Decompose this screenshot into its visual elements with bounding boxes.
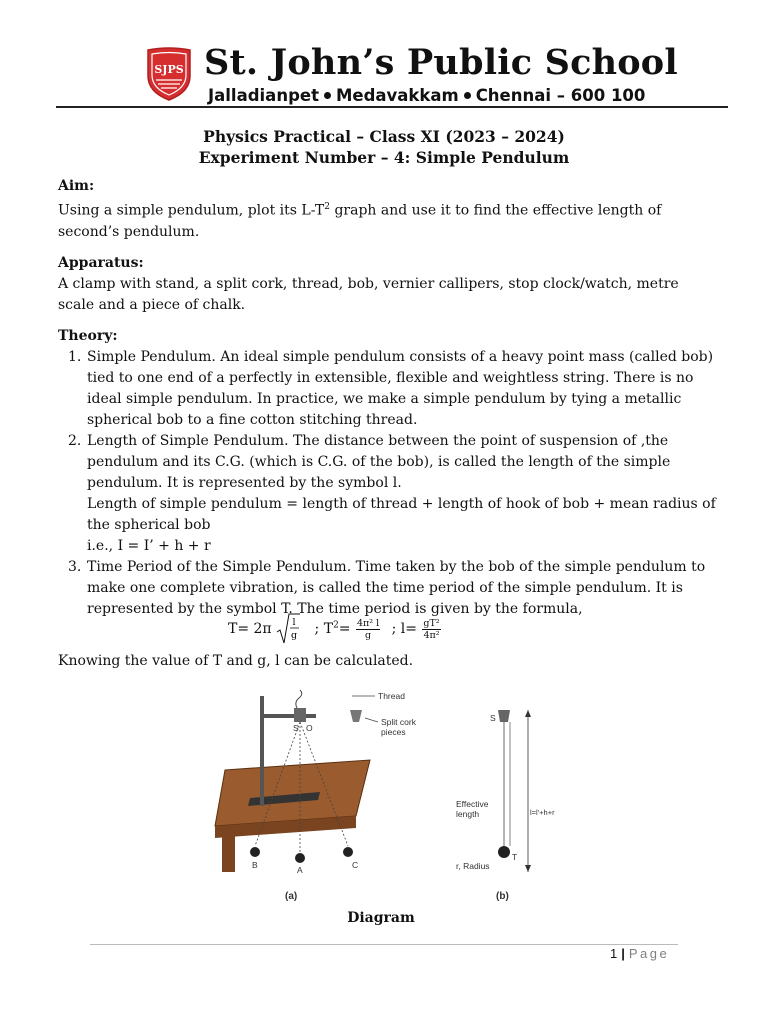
svg-text:l=l'+h+r: l=l'+h+r <box>530 808 555 817</box>
svg-text:Split cork: Split cork <box>381 717 416 727</box>
theory-item: 1. Simple Pendulum. An ideal simple pendulum consists of a heavy point mass (called bob) tied to one end of a perfectly in extensible, flexible and weightless string. There is no ideal simple pendulum. In practice, we make a simple pendulum by tying a metallic spherical bob to a fine cotton stitching thread. <box>68 348 714 428</box>
split-cork-pieces <box>350 710 362 722</box>
bullet-icon <box>464 92 471 99</box>
svg-text:A: A <box>297 865 303 875</box>
fraction: $\frac{\text{gT²}}{\text{4π²}}$ <box>423 617 440 641</box>
svg-text:C: C <box>352 860 359 870</box>
logo-text: SJPS <box>154 63 184 76</box>
knowing-text: Knowing the value of T and g, l can be calculated. <box>58 653 414 669</box>
pendulum-diagram <box>200 688 580 903</box>
school-address <box>208 86 645 105</box>
svg-text:r, Radius: r, Radius <box>456 861 490 871</box>
clamp-arm <box>262 714 316 718</box>
bob-a <box>295 853 305 863</box>
time-period-formula: T= 2π l g ; $T^2=$ $\frac{\text{4π² l}}{g}$ ; l= $\frac{\text{gT²}}{\text{4π²}}$ <box>228 612 442 646</box>
school-logo <box>140 46 198 102</box>
svg-text:S: S <box>293 723 299 733</box>
address-city: Chennai – 600 100 <box>475 86 646 105</box>
document-body <box>58 176 718 620</box>
theory-item: 3. Time Period of the Simple Pendulum. Time taken by the bob of the simple pendulum to make one complete vibration, is called the time period of the simple pendulum. It is represented by the symbol T. The time period is given by the formula, <box>68 558 706 617</box>
sqrt-symbol <box>276 612 300 646</box>
theory-heading: Theory: <box>58 327 118 344</box>
theory-item: 2. Length of Simple Pendulum. The distance between the point of suspension of ,the pendulum and its C.G. (which is C.G. of the bob), is called the length of the simple pendulum. It is represented by the symbol l. Length of simple pendulum = length of thread + length of hook of bob + mean radius of the spherical bob i.e., I = I’ + h + r <box>68 432 716 554</box>
aim-heading: Aim: <box>58 178 95 194</box>
school-name: St. John’s Public School <box>204 42 678 83</box>
stand-rod <box>260 696 264 806</box>
bob-b <box>250 847 260 857</box>
apparatus-text: A clamp with stand, a split cork, thread, bob, vernier callipers, stop clock/watch, metre scale and a piece of chalk. <box>58 275 679 313</box>
bob-b-fig <box>498 846 510 858</box>
svg-text:O: O <box>306 723 313 733</box>
svg-text:S: S <box>490 713 496 723</box>
diagram-caption: Diagram <box>347 910 415 926</box>
svg-text:(a): (a) <box>285 891 298 902</box>
bullet-icon <box>324 92 331 99</box>
table-top <box>215 760 370 826</box>
cork-b <box>498 710 510 722</box>
thread-label: Thread <box>378 691 405 701</box>
svg-text:pieces: pieces <box>381 727 406 737</box>
svg-text:g: g <box>291 630 298 641</box>
apparatus-heading: Apparatus: <box>58 254 144 271</box>
svg-text:T: T <box>512 852 518 862</box>
bob-c <box>343 847 353 857</box>
table-leg <box>222 836 235 872</box>
svg-text:l: l <box>292 617 296 628</box>
experiment-title: Experiment Number – 4: Simple Pendulum <box>198 148 570 167</box>
address-locality: Medavakkam <box>335 86 459 105</box>
header-divider <box>56 106 728 108</box>
fraction: $\frac{\text{4π² l}}{g}$ <box>356 617 380 641</box>
practical-title: Physics Practical – Class XI (2023 – 2024) <box>203 127 565 146</box>
theory-list <box>58 347 718 620</box>
split-cork <box>294 708 306 722</box>
page-number: 1 | Page <box>610 946 670 961</box>
aim-text: Using a simple pendulum, plot its $L-T^2$ graph and use it to find the effective length of second’s pendulum. <box>58 202 662 240</box>
svg-text:length: length <box>456 809 480 819</box>
address-area: Jalladianpet <box>208 86 319 105</box>
svg-text:Effective: Effective <box>456 799 489 809</box>
svg-text:(b): (b) <box>496 891 509 902</box>
footer-divider <box>90 944 678 945</box>
svg-text:B: B <box>252 860 258 870</box>
